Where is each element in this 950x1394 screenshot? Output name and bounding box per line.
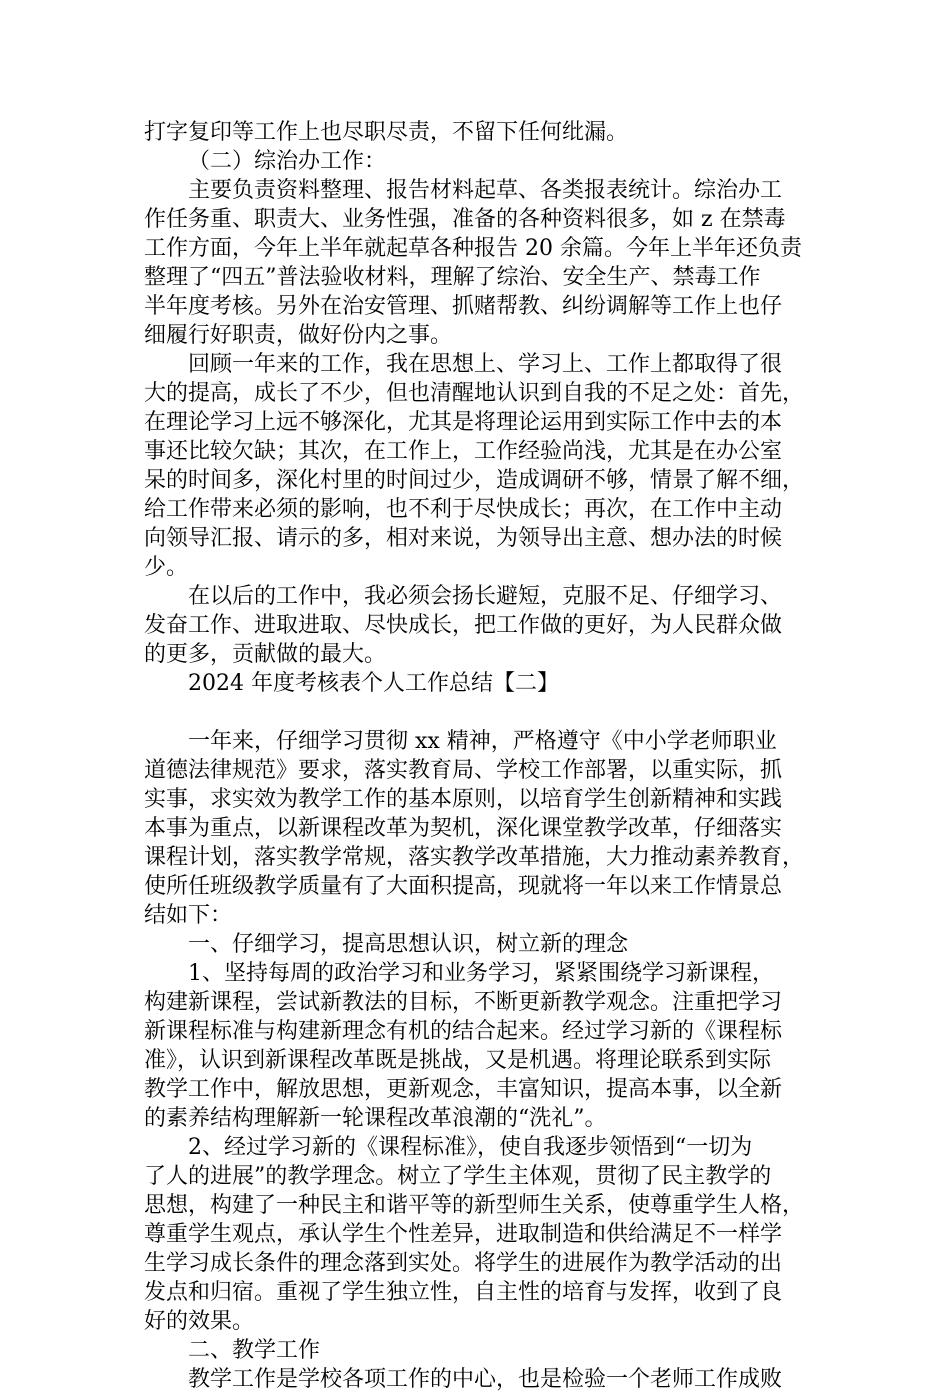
text-line: 作任务重、职责大、业务性强，准备的各种资料很多，如 z 在禁毒: [144, 207, 786, 232]
text-line: 道德法律规范》要求，落实教育局、学校工作部署，以重实际，抓: [144, 758, 783, 783]
text-line: 整理了“四五”普法验收材料，理解了综治、安全生产、禁毒工作: [144, 265, 761, 290]
text-line: 事还比较欠缺；其次，在工作上，工作经验尚浅，尤其是在办公室: [144, 439, 783, 464]
text-line: 回顾一年来的工作，我在思想上、学习上、工作上都取得了很: [188, 352, 783, 377]
text-line: 的更多，贡献做的最大。: [144, 642, 387, 667]
document-body: [144, 118, 834, 1394]
text-line: 好的效果。: [144, 1309, 255, 1334]
text-line: 半年度考核。另外在治安管理、抓赌帮教、纠纷调解等工作上也仔: [144, 294, 783, 319]
text-line: 尊重学生观点，承认学生个性差异，进取制造和供给满足不一样学: [144, 1222, 783, 1247]
text-line: 细履行好职责，做好份内之事。: [144, 323, 453, 348]
text-line: 2024 年度考核表个人工作总结【二】: [188, 671, 559, 696]
text-line: 二、教学工作: [188, 1338, 321, 1363]
text-line: 在理论学习上远不够深化，尤其是将理论运用到实际工作中去的本: [144, 410, 783, 435]
text-line: 1、坚持每周的政治学习和业务学习，紧紧围绕学习新课程，: [188, 961, 774, 986]
text-line: 课程计划，落实教学常规，落实教学改革措施，大力推动素养教育，: [144, 845, 805, 870]
text-line: 工作方面，今年上半年就起草各种报告 20 余篇。今年上半年还负责: [144, 236, 802, 261]
text-line: 主要负责资料整理、报告材料起草、各类报表统计。综治办工: [188, 178, 783, 203]
text-line: 发点和归宿。重视了学生独立性，自主性的培育与发挥，收到了良: [144, 1280, 783, 1305]
text-line: 一年来，仔细学习贯彻 xx 精神，严格遵守《中小学老师职业: [188, 729, 777, 754]
text-line: 发奋工作、进取进取、尽快成长，把工作做的更好，为人民群众做: [144, 613, 783, 638]
text-line: 思想，构建了一种民主和谐平等的新型师生关系，使尊重学生人格，: [144, 1193, 805, 1218]
blank-line: [144, 698, 834, 727]
text-line: （二）综治办工作：: [188, 149, 387, 174]
text-line: 结如下：: [144, 903, 233, 928]
text-line: 的素养结构理解新一轮课程改革浪潮的“洗礼”。: [144, 1106, 607, 1131]
text-line: 本事为重点，以新课程改革为契机，深化课堂教学改革，仔细落实: [144, 816, 783, 841]
text-line: 教学工作是学校各项工作的中心，也是检验一个老师工作成败: [188, 1367, 783, 1392]
text-line: 2、经过学习新的《课程标准》，使自我逐步领悟到“一切为: [188, 1135, 753, 1160]
text-line: 实事，求实效为教学工作的基本原则，以培育学生创新精神和实践: [144, 787, 783, 812]
text-line: 打字复印等工作上也尽职尽责，不留下任何纰漏。: [144, 120, 629, 145]
text-line: 大的提高，成长了不少，但也清醒地认识到自我的不足之处：首先，: [144, 381, 805, 406]
text-line: 构建新课程，尝试新教法的目标，不断更新教学观念。注重把学习: [144, 990, 783, 1015]
text-line: 向领导汇报、请示的多，相对来说，为领导出主意、想办法的时候: [144, 526, 783, 551]
text-line: 新课程标准与构建新理念有机的结合起来。经过学习新的《课程标: [144, 1019, 783, 1044]
text-line: 了人的进展”的教学理念。树立了学生主体观，贯彻了民主教学的: [144, 1164, 772, 1189]
text-line: 使所任班级教学质量有了大面积提高，现就将一年以来工作情景总: [144, 874, 783, 899]
text-line: 一、仔细学习，提高思想认识，树立新的理念: [188, 932, 629, 957]
text-line: 教学工作中，解放思想，更新观念，丰富知识，提高本事，以全新: [144, 1077, 783, 1102]
text-line: 生学习成长条件的理念落到实处。将学生的进展作为教学活动的出: [144, 1251, 783, 1276]
text-line: 准》，认识到新课程改革既是挑战，又是机遇。将理论联系到实际: [144, 1048, 772, 1073]
text-line: 在以后的工作中，我必须会扬长避短，克服不足、仔细学习、: [188, 584, 783, 609]
text-line: 呆的时间多，深化村里的时间过少，造成调研不够，情景了解不细，: [144, 468, 805, 493]
text-line: 少。: [144, 555, 189, 580]
text-line: 给工作带来必须的影响，也不利于尽快成长；再次，在工作中主动: [144, 497, 783, 522]
